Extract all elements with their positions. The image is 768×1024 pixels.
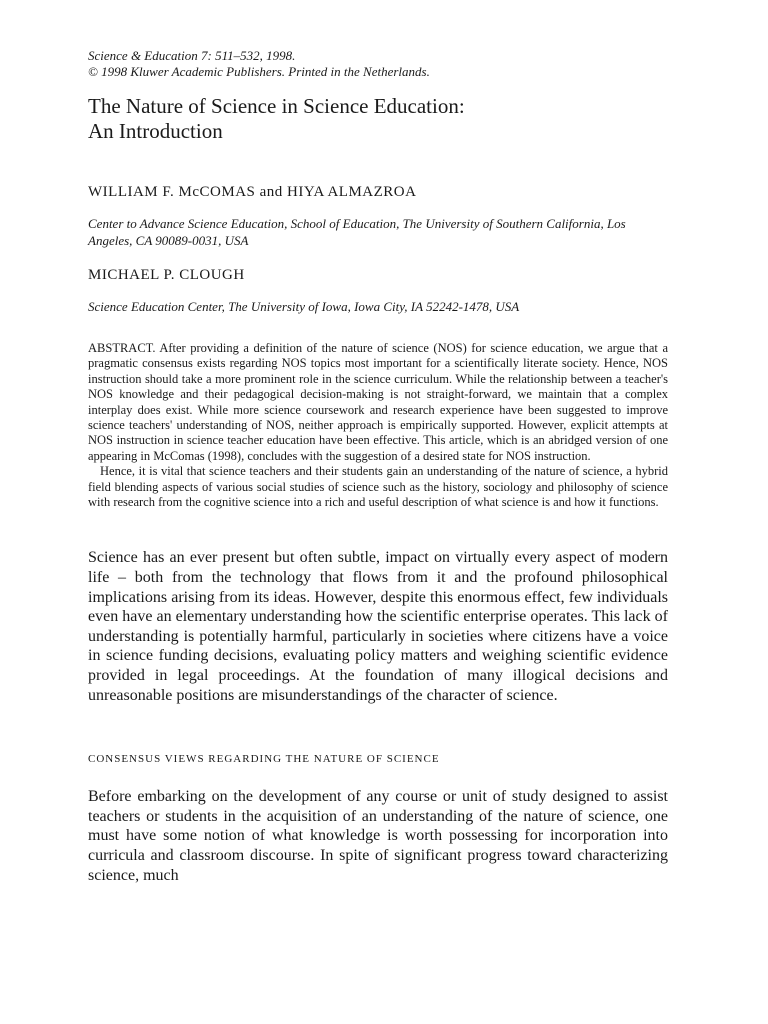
primary-authors: WILLIAM F. McCOMAS and HIYA ALMAZROA	[88, 184, 417, 200]
title-line-1: The Nature of Science in Science Education:	[88, 94, 465, 118]
abstract-paragraph: ABSTRACT. After providing a definition of the nature of science (NOS) for science education, we argue that a pragmatic consensus exists regarding NOS topics most important for a scientifically literate society. Hence, NOS instruction should take a more prominent role in the science curriculum. While the relationship between a teacher's NOS knowledge and their pedagogical decision-making is not straight-forward, we maintain that a complex interplay does exist. While more science coursework and research experience have been suggested to improve science teachers' understanding of NOS, neither approach is empirically supported. However, explicit attempts at NOS instruction in science teacher education have been effective. This article, which is an abridged version of one appearing in McComas (1998), concludes with the suggestion of a desired state for NOS instruction.	[88, 341, 668, 463]
copyright-notice: © 1998 Kluwer Academic Publishers. Printed in the Netherlands.	[88, 64, 430, 79]
section-heading: CONSENSUS VIEWS REGARDING THE NATURE OF SCIENCE	[88, 753, 440, 766]
article-page	[88, 48, 668, 885]
abstract-paragraph-continuation: Hence, it is vital that science teachers and their students gain an understanding of the nature of science, a hybrid field blending aspects of various social studies of science such as the history, sociology and philosophy of science with research from the cognitive science into a rich and useful description of what science is and how it functions.	[88, 464, 668, 510]
section-paragraph: Before embarking on the development of any course or unit of study designed to assist teachers or students in the acquisition of an understanding of the nature of science, one must have some notion of what knowledge is worth possessing for incorporation into curricula and classroom discourse. In spite of significant progress toward characterizing science, much	[88, 788, 668, 884]
article-title	[88, 94, 668, 144]
title-line-2: An Introduction	[88, 119, 223, 143]
secondary-author: MICHAEL P. CLOUGH	[88, 267, 245, 283]
abstract	[88, 341, 668, 510]
intro-paragraph: Science has an ever present but often subtle, impact on virtually every aspect of modern life – both from the technology that flows from it and the profound philosophical implications arising from its ideas. However, despite this enormous effect, few individuals even have an elementary understanding how the scientific enterprise operates. This lack of understanding is potentially harmful, particularly in societies where citizens have a voice in science funding decisions, evaluating policy matters and weighing scientific evidence provided in legal proceedings. At the foundation of many illogical decisions and unreasonable positions are misunderstandings of the character of science.	[88, 549, 668, 704]
primary-affiliation: Center to Advance Science Education, School of Education, The University of Southern California, Los Angeles, CA 90089-0031, USA	[88, 216, 626, 248]
secondary-affiliation: Science Education Center, The University of Iowa, Iowa City, IA 52242-1478, USA	[88, 299, 520, 314]
journal-citation: Science & Education 7: 511–532, 1998.	[88, 48, 296, 63]
